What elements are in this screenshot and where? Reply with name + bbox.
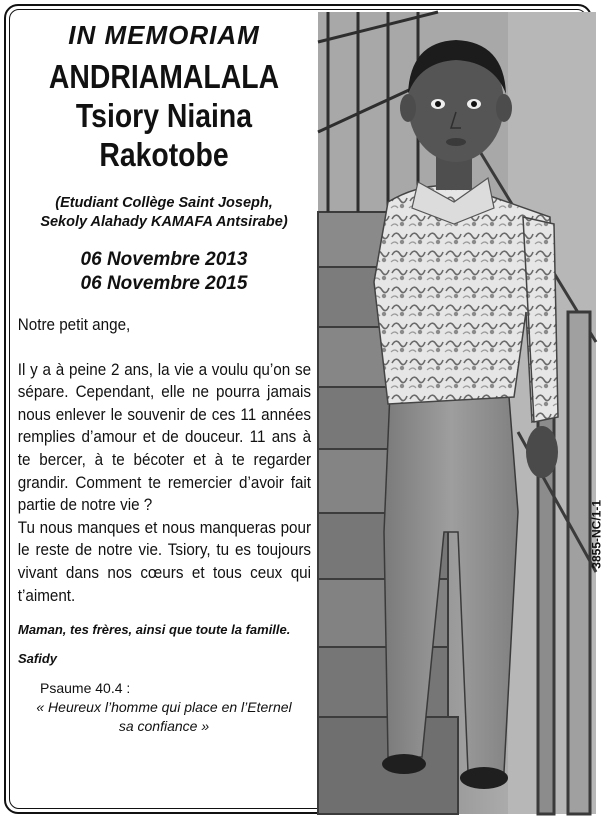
psalm-quote-line-2: sa confiance » <box>118 718 210 735</box>
name-line-1: ANDRIAMALALA <box>48 58 280 95</box>
portrait-illustration <box>318 12 596 814</box>
message-paragraph-1: Il y a à peine 2 ans, la vie a voulu qu’on se sépare. Cependant, elle ne pourra jamais nous enlever le souvenir de ces 11 années remplies d’amour et de douceur. 11 ans à te bercer, à te bécoter et à te regarder grandir. Comment te remercier d’avoir fait partie de notre vie ? <box>17 360 312 515</box>
greeting: Notre petit ange, <box>17 316 131 334</box>
family-signature: Maman, tes frères, ainsi que toute la famille. <box>18 622 291 638</box>
message-paragraph-2: Tu nous manques et nous manqueras pour le reste de notre vie. Tsiory, tu es toujours vivant dans nos cœurs et tous ceux qui t’aiment. <box>17 518 312 605</box>
date-end: 06 Novembre 2015 <box>80 273 248 294</box>
dates-block <box>14 248 314 296</box>
school-line-2: Sekoly Alahady KAMAFA Antsirabe) <box>40 214 288 230</box>
school-line-1: (Etudiant Collège Saint Joseph, <box>55 195 273 211</box>
memoriam-heading: IN MEMORIAM <box>68 20 260 50</box>
date-start: 06 Novembre 2013 <box>80 249 248 270</box>
psalm-quote-line-1: « Heureux l’homme qui place en l’Eternel <box>36 699 292 716</box>
name-line-3: Rakotobe <box>99 136 229 173</box>
school-info <box>14 194 314 232</box>
reference-code: 3855-NC/1-1 <box>590 500 604 569</box>
portrait-photo <box>318 12 596 814</box>
text-column <box>14 14 314 806</box>
name-line-2: Tsiory Niaina <box>75 97 253 134</box>
psalm-quote <box>14 698 314 736</box>
signature-name: Safidy <box>18 651 58 667</box>
psalm-reference: Psaume 40.4 : <box>40 680 131 697</box>
